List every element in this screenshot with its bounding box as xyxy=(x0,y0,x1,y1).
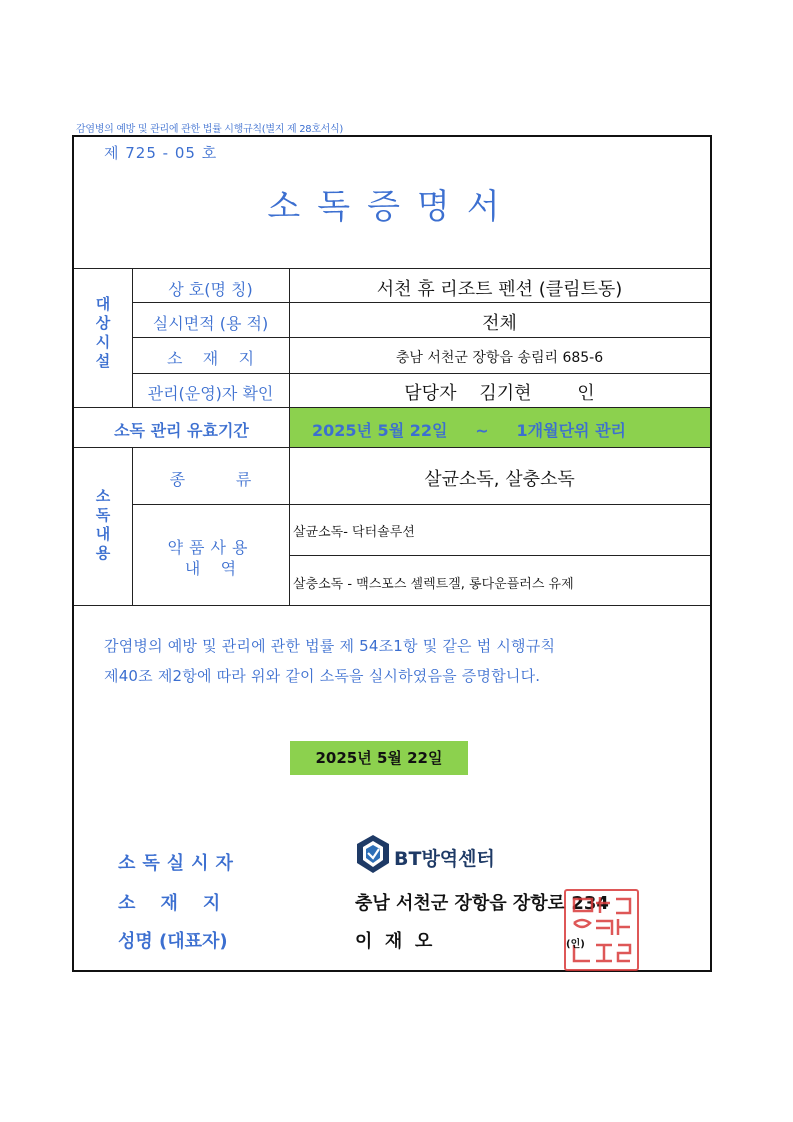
content-section-label: 소 독 내 용 xyxy=(95,487,111,562)
chemical-label-2: 내 역 xyxy=(184,559,237,578)
chemical-label-1: 약품사용 xyxy=(167,538,254,557)
address-label: 소 재 지 xyxy=(166,349,255,368)
document-title: 소독증명서 xyxy=(267,187,517,227)
issue-date: 2025년 5월 22일 xyxy=(290,741,468,775)
area-value: 전체 xyxy=(482,313,517,334)
certificate-frame xyxy=(72,135,712,972)
area-label: 실시면적 (용 적) xyxy=(152,314,269,333)
address-value: 충남 서천군 장항읍 송림리 685-6 xyxy=(395,350,604,366)
seal-mark: (인) xyxy=(566,939,585,950)
validity-label: 소독 관리 유효기간 xyxy=(114,421,249,440)
company-name: BT방역센터 xyxy=(394,848,495,870)
location-label: 소 재 지 xyxy=(118,893,221,914)
manager-label: 관리(운영)자 확인 xyxy=(147,384,274,403)
business-name-label: 상 호(명 칭) xyxy=(168,280,253,299)
facility-section-label: 대 상 시 설 xyxy=(95,295,111,370)
representative-label: 성명 (대표자) xyxy=(118,931,228,952)
kind-value: 살균소독, 살충소독 xyxy=(424,469,575,490)
company-seal-stamp xyxy=(564,889,639,971)
chemical-item: 살충소독 - 맥스포스 셀렉트겔, 롱다운플러스 유제 xyxy=(293,577,574,592)
location-value: 충남 서천군 장항읍 장항로 234 xyxy=(355,893,609,914)
kind-label: 종 류 xyxy=(169,470,252,489)
executor-label: 소독실시자 xyxy=(118,853,240,874)
representative-value: 이 재 오 xyxy=(355,931,433,952)
certification-text: 감염병의 예방 및 관리에 관한 법률 제 54조1항 및 같은 법 시행규칙 제40조 제2항에 따라 위와 같이 소독을 실시하였음을 증명합니다. xyxy=(104,637,556,685)
form-reference: 감염병의 예방 및 관리에 관한 법률 시행규칙(별지 제 28호서식) xyxy=(76,124,343,135)
validity-value: 2025년 5월 22일 ~ 1개월단위 관리 xyxy=(312,421,626,440)
business-name-value: 서천 휴 리조트 펜션 (클림트동) xyxy=(376,279,623,300)
chemical-item: 살균소독- 닥터솔루션 xyxy=(293,525,415,540)
manager-value: 담당자 김기현 인 xyxy=(404,383,595,404)
shield-logo-icon xyxy=(355,834,391,874)
document-number: 제 725 - 05 호 xyxy=(104,144,218,162)
